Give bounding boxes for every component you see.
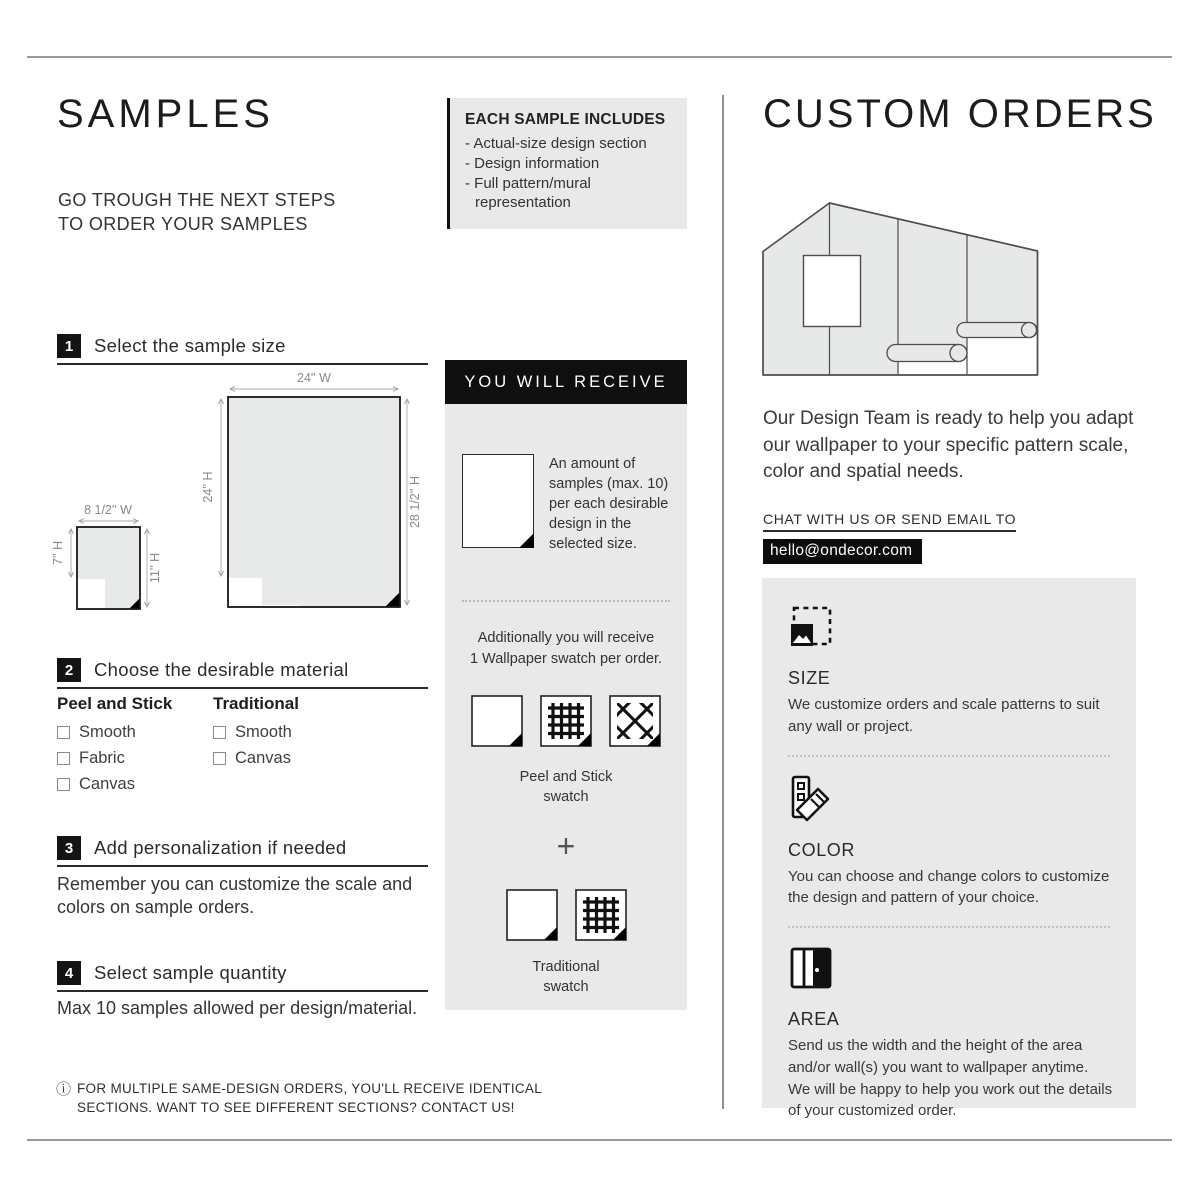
step-4-number: 4 — [57, 961, 81, 985]
option-peel-smooth[interactable] — [57, 723, 213, 742]
sample-sheet-icon — [462, 454, 534, 548]
checkbox-icon[interactable] — [213, 752, 226, 765]
feature-color-text: You can choose and change colors to customize the design and pattern of your choice. — [788, 867, 1110, 907]
checkbox-icon[interactable] — [57, 752, 70, 765]
step-3-label: Add personalization if needed — [94, 837, 347, 858]
option-peel-canvas[interactable] — [57, 775, 213, 794]
receive-header: YOU WILL RECEIVE — [445, 360, 687, 404]
step-2-label: Choose the desirable material — [94, 659, 349, 680]
peel-and-stick-column — [57, 694, 213, 801]
option-label: Canvas — [235, 749, 291, 767]
plain-swatch-icon — [506, 889, 558, 941]
design-team-paragraph: Our Design Team is ready to help you adapt our wallpaper to your specific pattern scale, color and spatial needs. — [763, 408, 1134, 483]
option-trad-canvas[interactable] — [213, 749, 363, 768]
samples-intro-line1: GO TROUGH THE NEXT STEPS — [58, 190, 336, 210]
step-4-note: Max 10 samples allowed per design/material. — [57, 998, 418, 1018]
samples-amount-text: An amount of samples (max. 10) per each desirable design in the selected size. — [549, 456, 669, 552]
footer-note-text — [77, 1080, 542, 1118]
feature-size-heading: SIZE — [788, 668, 831, 688]
footer-note — [56, 1080, 546, 1118]
color-swatches-icon — [788, 774, 836, 822]
small-height-right-label: 11'' H — [148, 552, 162, 584]
traditional-swatch-label-line1: Traditional — [532, 958, 600, 975]
includes-item: - Actual-size design section — [465, 135, 647, 152]
step-4-header — [57, 961, 428, 992]
large-height-left-label: 24'' H — [201, 471, 215, 503]
email-link[interactable]: hello@ondecor.com — [763, 539, 922, 564]
step-1-label: Select the sample size — [94, 335, 286, 356]
column-divider — [722, 95, 724, 1109]
option-label: Fabric — [79, 749, 125, 767]
large-height-right-label: 28 1/2'' H — [408, 475, 422, 529]
small-width-label: 8 1/2'' W — [84, 503, 132, 517]
step-3-number: 3 — [57, 836, 81, 860]
plain-swatch-icon — [471, 695, 523, 747]
option-trad-smooth[interactable] — [213, 723, 363, 742]
contact-block — [763, 511, 1016, 564]
step-1-number: 1 — [57, 334, 81, 358]
additional-swatch-text — [462, 628, 670, 669]
step-1-header — [57, 334, 428, 365]
top-rule — [27, 56, 1172, 58]
additional-line1: Additionally you will receive — [477, 630, 655, 646]
traditional-swatch-label — [462, 957, 670, 998]
step-3-header — [57, 836, 428, 867]
step-2-header — [57, 658, 428, 689]
feature-area — [788, 945, 1113, 1122]
checkbox-icon[interactable] — [57, 726, 70, 739]
resize-image-icon — [788, 604, 834, 650]
step-4-label: Select sample quantity — [94, 962, 287, 983]
includes-item: - Full pattern/mural representation — [465, 174, 591, 212]
traditional-swatch-label-line2: swatch — [543, 979, 589, 996]
peel-and-stick-swatches — [462, 695, 670, 747]
small-height-left-label: 7'' H — [51, 540, 65, 566]
includes-item: - Design information — [465, 154, 600, 172]
additional-line2: 1 Wallpaper swatch per order. — [469, 650, 663, 667]
info-icon: ⓘ — [56, 1081, 72, 1098]
dotted-divider — [788, 755, 1110, 757]
peel-and-stick-title: Peel and Stick — [57, 694, 173, 713]
peel-swatch-label-line2: swatch — [543, 789, 589, 806]
dotted-divider — [462, 600, 670, 602]
footer-note-line2: SECTIONS. WANT TO SEE DIFFERENT SECTIONS? CONTACT US! — [77, 1099, 515, 1115]
option-label: Smooth — [79, 723, 136, 741]
footer-note-line1: FOR MULTIPLE SAME-DESIGN ORDERS, YOU'LL RECEIVE IDENTICAL — [77, 1081, 543, 1096]
samples-row — [462, 454, 670, 554]
samples-intro — [58, 189, 336, 237]
traditional-title: Traditional — [213, 694, 299, 713]
chat-with-us-label: CHAT WITH US OR SEND EMAIL TO — [763, 511, 1016, 532]
material-options — [57, 694, 363, 801]
feature-area-text: Send us the width and the height of the area and/or wall(s) you want to wallpaper anytime. We will be happy to help you work out the details of your customized order. — [788, 1037, 1113, 1120]
sample-size-diagram — [50, 372, 435, 622]
customization-features-box — [762, 578, 1136, 1120]
feature-size — [788, 604, 1110, 738]
grid-swatch-icon — [540, 695, 592, 747]
large-width-label: 24'' W — [297, 372, 331, 385]
you-will-receive-panel — [445, 360, 687, 1010]
traditional-swatches — [462, 889, 670, 941]
plus-icon: + — [556, 827, 576, 864]
option-label: Canvas — [79, 775, 135, 793]
dotted-divider — [788, 926, 1110, 928]
step-3-note: Remember you can customize the scale and colors on sample orders. — [57, 874, 413, 918]
feature-color-heading: COLOR — [788, 839, 856, 860]
each-sample-includes-box — [447, 98, 687, 229]
peel-swatch-label — [462, 767, 670, 808]
feature-color — [788, 774, 1110, 910]
checkbox-icon[interactable] — [57, 778, 70, 791]
includes-title: EACH SAMPLE INCLUDES — [465, 111, 666, 128]
traditional-column — [213, 694, 363, 801]
step-2-number: 2 — [57, 658, 81, 682]
feature-size-text: We customize orders and scale patterns to suit any wall or project. — [788, 696, 1100, 735]
option-peel-fabric[interactable] — [57, 749, 213, 768]
peel-swatch-label-line1: Peel and Stick — [519, 769, 613, 786]
wall-panels-icon — [788, 945, 834, 991]
custom-orders-title: CUSTOM ORDERS — [763, 92, 1157, 136]
feature-area-heading: AREA — [788, 1009, 840, 1029]
samples-intro-line2: TO ORDER YOUR SAMPLES — [58, 213, 308, 234]
grid-swatch-icon — [575, 889, 627, 941]
samples-title: SAMPLES — [57, 92, 274, 136]
crosshatch-swatch-icon — [609, 695, 661, 747]
folded-corner-icon — [519, 533, 534, 548]
house-wallpaper-illustration — [762, 202, 1040, 377]
bottom-rule — [27, 1139, 1172, 1141]
option-label: Smooth — [235, 723, 292, 741]
checkbox-icon[interactable] — [213, 726, 226, 739]
